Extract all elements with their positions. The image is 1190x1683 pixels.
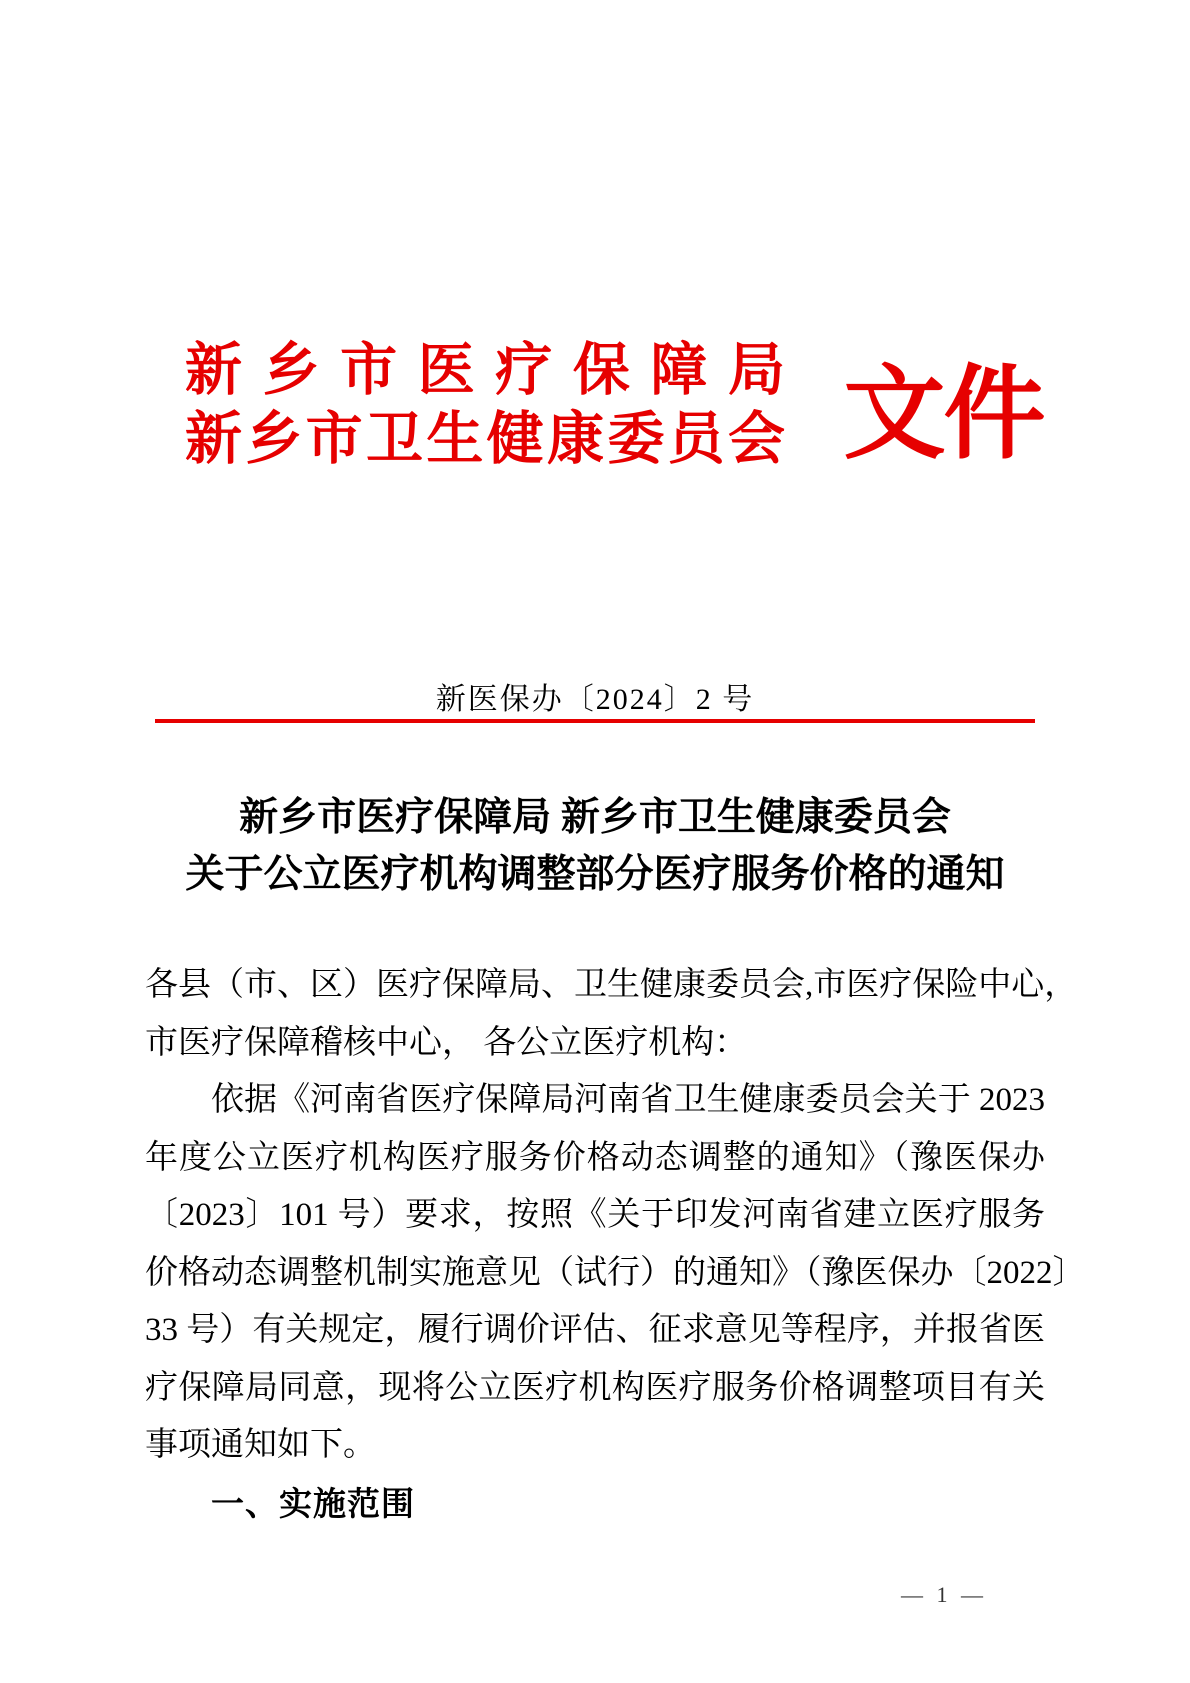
letterhead-divider	[155, 719, 1035, 723]
body-line: 事项通知如下。	[145, 1427, 376, 1463]
document-body	[145, 957, 1086, 1532]
body-line: 疗保障局同意，现将公立医疗机构医疗服务价格调整项目有关	[145, 1369, 1045, 1406]
title-line1: 新乡市医疗保障局 新乡市卫生健康委员会	[239, 796, 951, 839]
body-line: 〔2023〕101 号）要求，按照《关于印发河南省建立医疗服务	[145, 1197, 1045, 1233]
page-number: — 1 —	[901, 1582, 987, 1607]
body-line: 价格动态调整机制实施意见（试行）的通知》（豫医保办〔2022〕	[145, 1254, 1086, 1291]
agency-name-line1: 新乡市医疗保障局	[185, 339, 785, 402]
doc-type-label: 文件	[843, 359, 1044, 472]
letterhead	[185, 336, 785, 474]
body-line: 年度公立医疗机构医疗服务价格动态调整的通知》（豫医保办	[145, 1139, 1045, 1176]
doc-number: 新医保办〔2024〕2 号	[435, 683, 755, 716]
document-title	[95, 789, 1095, 903]
section-heading: 一、实施范围	[211, 1484, 415, 1522]
body-line: 各县（市、区）医疗保障局、卫生健康委员会,市医疗保险中心，	[145, 967, 1078, 1003]
title-line2: 关于公立医疗机构调整部分医疗服务价格的通知	[185, 853, 1005, 896]
body-line: 依据《河南省医疗保障局河南省卫生健康委员会关于 2023	[211, 1082, 1045, 1118]
body-line: 市医疗保障稽核中心， 各公立医疗机构：	[145, 1024, 748, 1061]
body-line: 33 号）有关规定，履行调价评估、征求意见等程序，并报省医	[145, 1312, 1045, 1348]
agency-name-line2: 新乡市卫生健康委员会	[185, 408, 785, 471]
